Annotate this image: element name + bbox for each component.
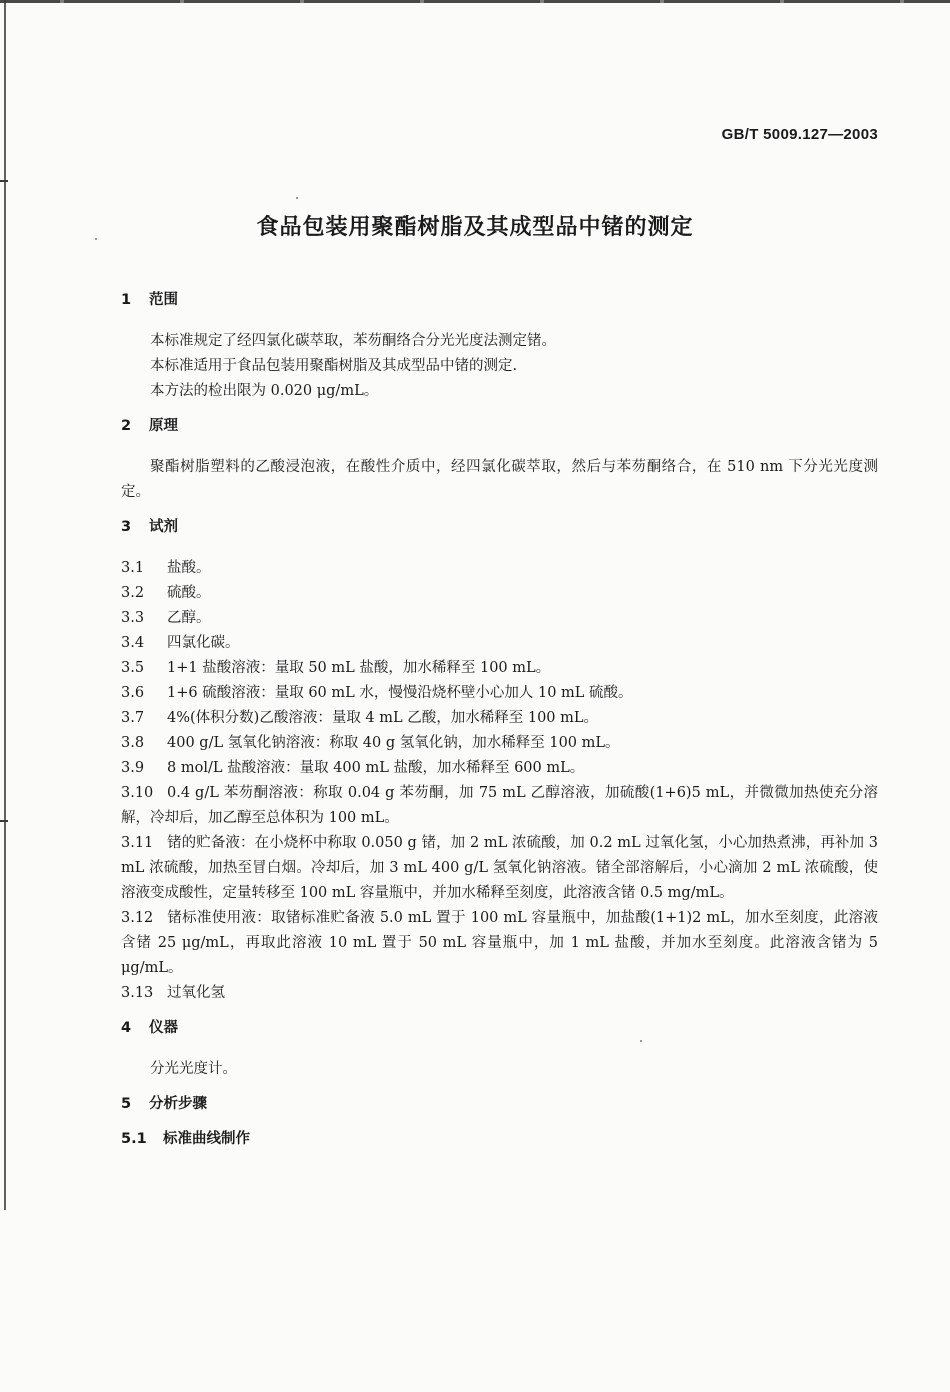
item-number: 3.2 [121, 585, 145, 601]
section-number: 4 [121, 1020, 132, 1036]
list-item [121, 581, 878, 606]
section-title: 分析步骤 [149, 1096, 207, 1112]
list-item [121, 831, 878, 906]
section-heading-4 [121, 1016, 878, 1041]
section-title: 仪器 [149, 1020, 178, 1036]
section-heading-1 [121, 288, 878, 313]
scan-speck [296, 197, 298, 199]
section-heading-3 [121, 515, 878, 540]
item-number: 3.4 [121, 635, 145, 651]
item-text: 4%(体积分数)乙酸溶液：量取 4 mL 乙酸，加水稀释至 100 mL。 [167, 710, 599, 726]
list-item [121, 981, 878, 1006]
list-item [121, 631, 878, 656]
paragraph: 分光光度计。 [150, 1061, 237, 1077]
item-text: 乙醇。 [167, 610, 211, 626]
item-text: 400 g/L 氢氧化钠溶液：称取 40 g 氢氧化钠，加水稀释至 100 mL。 [167, 735, 620, 751]
item-number: 3.10 [121, 785, 154, 801]
list-item [121, 606, 878, 631]
paragraph: 聚酯树脂塑料的乙酸浸泡液，在酸性介质中，经四氯化碳萃取，然后与苯芴酮络合，在 510 nm 下分光光度测定。 [121, 459, 878, 500]
scan-top-edge [0, 0, 950, 3]
section-title: 范围 [149, 292, 178, 308]
item-number: 3.6 [121, 685, 145, 701]
item-number: 3.5 [121, 660, 145, 676]
paragraph: 本标准规定了经四氯化碳萃取，苯芴酮络合分光光度法测定锗。 [150, 333, 556, 349]
list-item [121, 706, 878, 731]
item-text: 锗标准使用液：取锗标准贮备液 5.0 mL 置于 100 mL 容量瓶中，加盐酸(1+1)2 mL，加水至刻度，此溶液含锗 25 μg/mL，再取此溶液 10 mL 置于 50 mL 容量瓶中，加 1 mL 盐酸，并加水至刻度。此溶液含锗为 5 μg/mL。 [121, 910, 878, 976]
item-text: 1+1 盐酸溶液：量取 50 mL 盐酸，加水稀释至 100 mL。 [167, 660, 551, 676]
document-title: 食品包装用聚酯树脂及其成型品中锗的测定 [256, 215, 694, 240]
item-number: 3.3 [121, 610, 145, 626]
standard-number: GB/T 5009.127—2003 [721, 126, 878, 143]
item-number: 3.1 [121, 560, 145, 576]
section-title: 原理 [149, 418, 178, 434]
item-text: 硫酸。 [167, 585, 211, 601]
subsection-title: 标准曲线制作 [163, 1131, 250, 1147]
item-number: 3.13 [121, 985, 154, 1001]
item-number: 3.11 [121, 835, 154, 851]
item-text: 1+6 硫酸溶液：量取 60 mL 水，慢慢沿烧杯壁小心加人 10 mL 硫酸。 [167, 685, 633, 701]
scan-edge-tick [0, 180, 8, 182]
section-number: 1 [121, 292, 132, 308]
document-body [121, 284, 878, 1152]
section-title: 试剂 [149, 519, 178, 535]
subsection-heading-5-1 [121, 1127, 878, 1152]
list-item [121, 906, 878, 981]
scan-edge-tick [0, 820, 8, 822]
list-item [121, 681, 878, 706]
section-number: 5 [121, 1096, 132, 1112]
list-item [121, 731, 878, 756]
item-number: 3.7 [121, 710, 145, 726]
item-text: 0.4 g/L 苯芴酮溶液：称取 0.04 g 苯芴酮，加 75 mL 乙醇溶液，加硫酸(1+6)5 mL，并微微加热使充分溶解，冷却后，加乙醇至总体积为 100 mL。 [121, 785, 878, 826]
list-item [121, 756, 878, 781]
item-number: 3.12 [121, 910, 154, 926]
section-number: 3 [121, 519, 132, 535]
section-heading-2 [121, 414, 878, 439]
item-text: 过氧化氢 [167, 985, 225, 1001]
list-item [121, 781, 878, 831]
item-text: 8 mol/L 盐酸溶液：量取 400 mL 盐酸，加水稀释至 600 mL。 [167, 760, 585, 776]
item-text: 盐酸。 [167, 560, 211, 576]
paragraph: 本标准适用于食品包装用聚酯树脂及其成型品中锗的测定. [150, 358, 518, 374]
paragraph: 本方法的检出限为 0.020 μg/mL。 [150, 383, 379, 399]
item-text: 锗的贮备液：在小烧杯中称取 0.050 g 锗，加 2 mL 浓硫酸，加 0.2 mL 过氧化氢，小心加热煮沸，再补加 3 mL 浓硫酸，加热至冒白烟。冷却后，加 3 mL 400 g/L 氢氧化钠溶液。锗全部溶解后，小心滴加 2 mL 浓硫酸，使溶液变成酸性，定量转移至 100 mL 容量瓶中，并加水稀释至刻度，此溶液含锗 0.5 mg/mL。 [121, 835, 878, 901]
section-number: 2 [121, 418, 132, 434]
list-item [121, 656, 878, 681]
item-number: 3.9 [121, 760, 145, 776]
subsection-number: 5.1 [121, 1131, 147, 1147]
list-item [121, 556, 878, 581]
item-text: 四氯化碳。 [167, 635, 240, 651]
section-heading-5 [121, 1092, 878, 1117]
item-number: 3.8 [121, 735, 145, 751]
